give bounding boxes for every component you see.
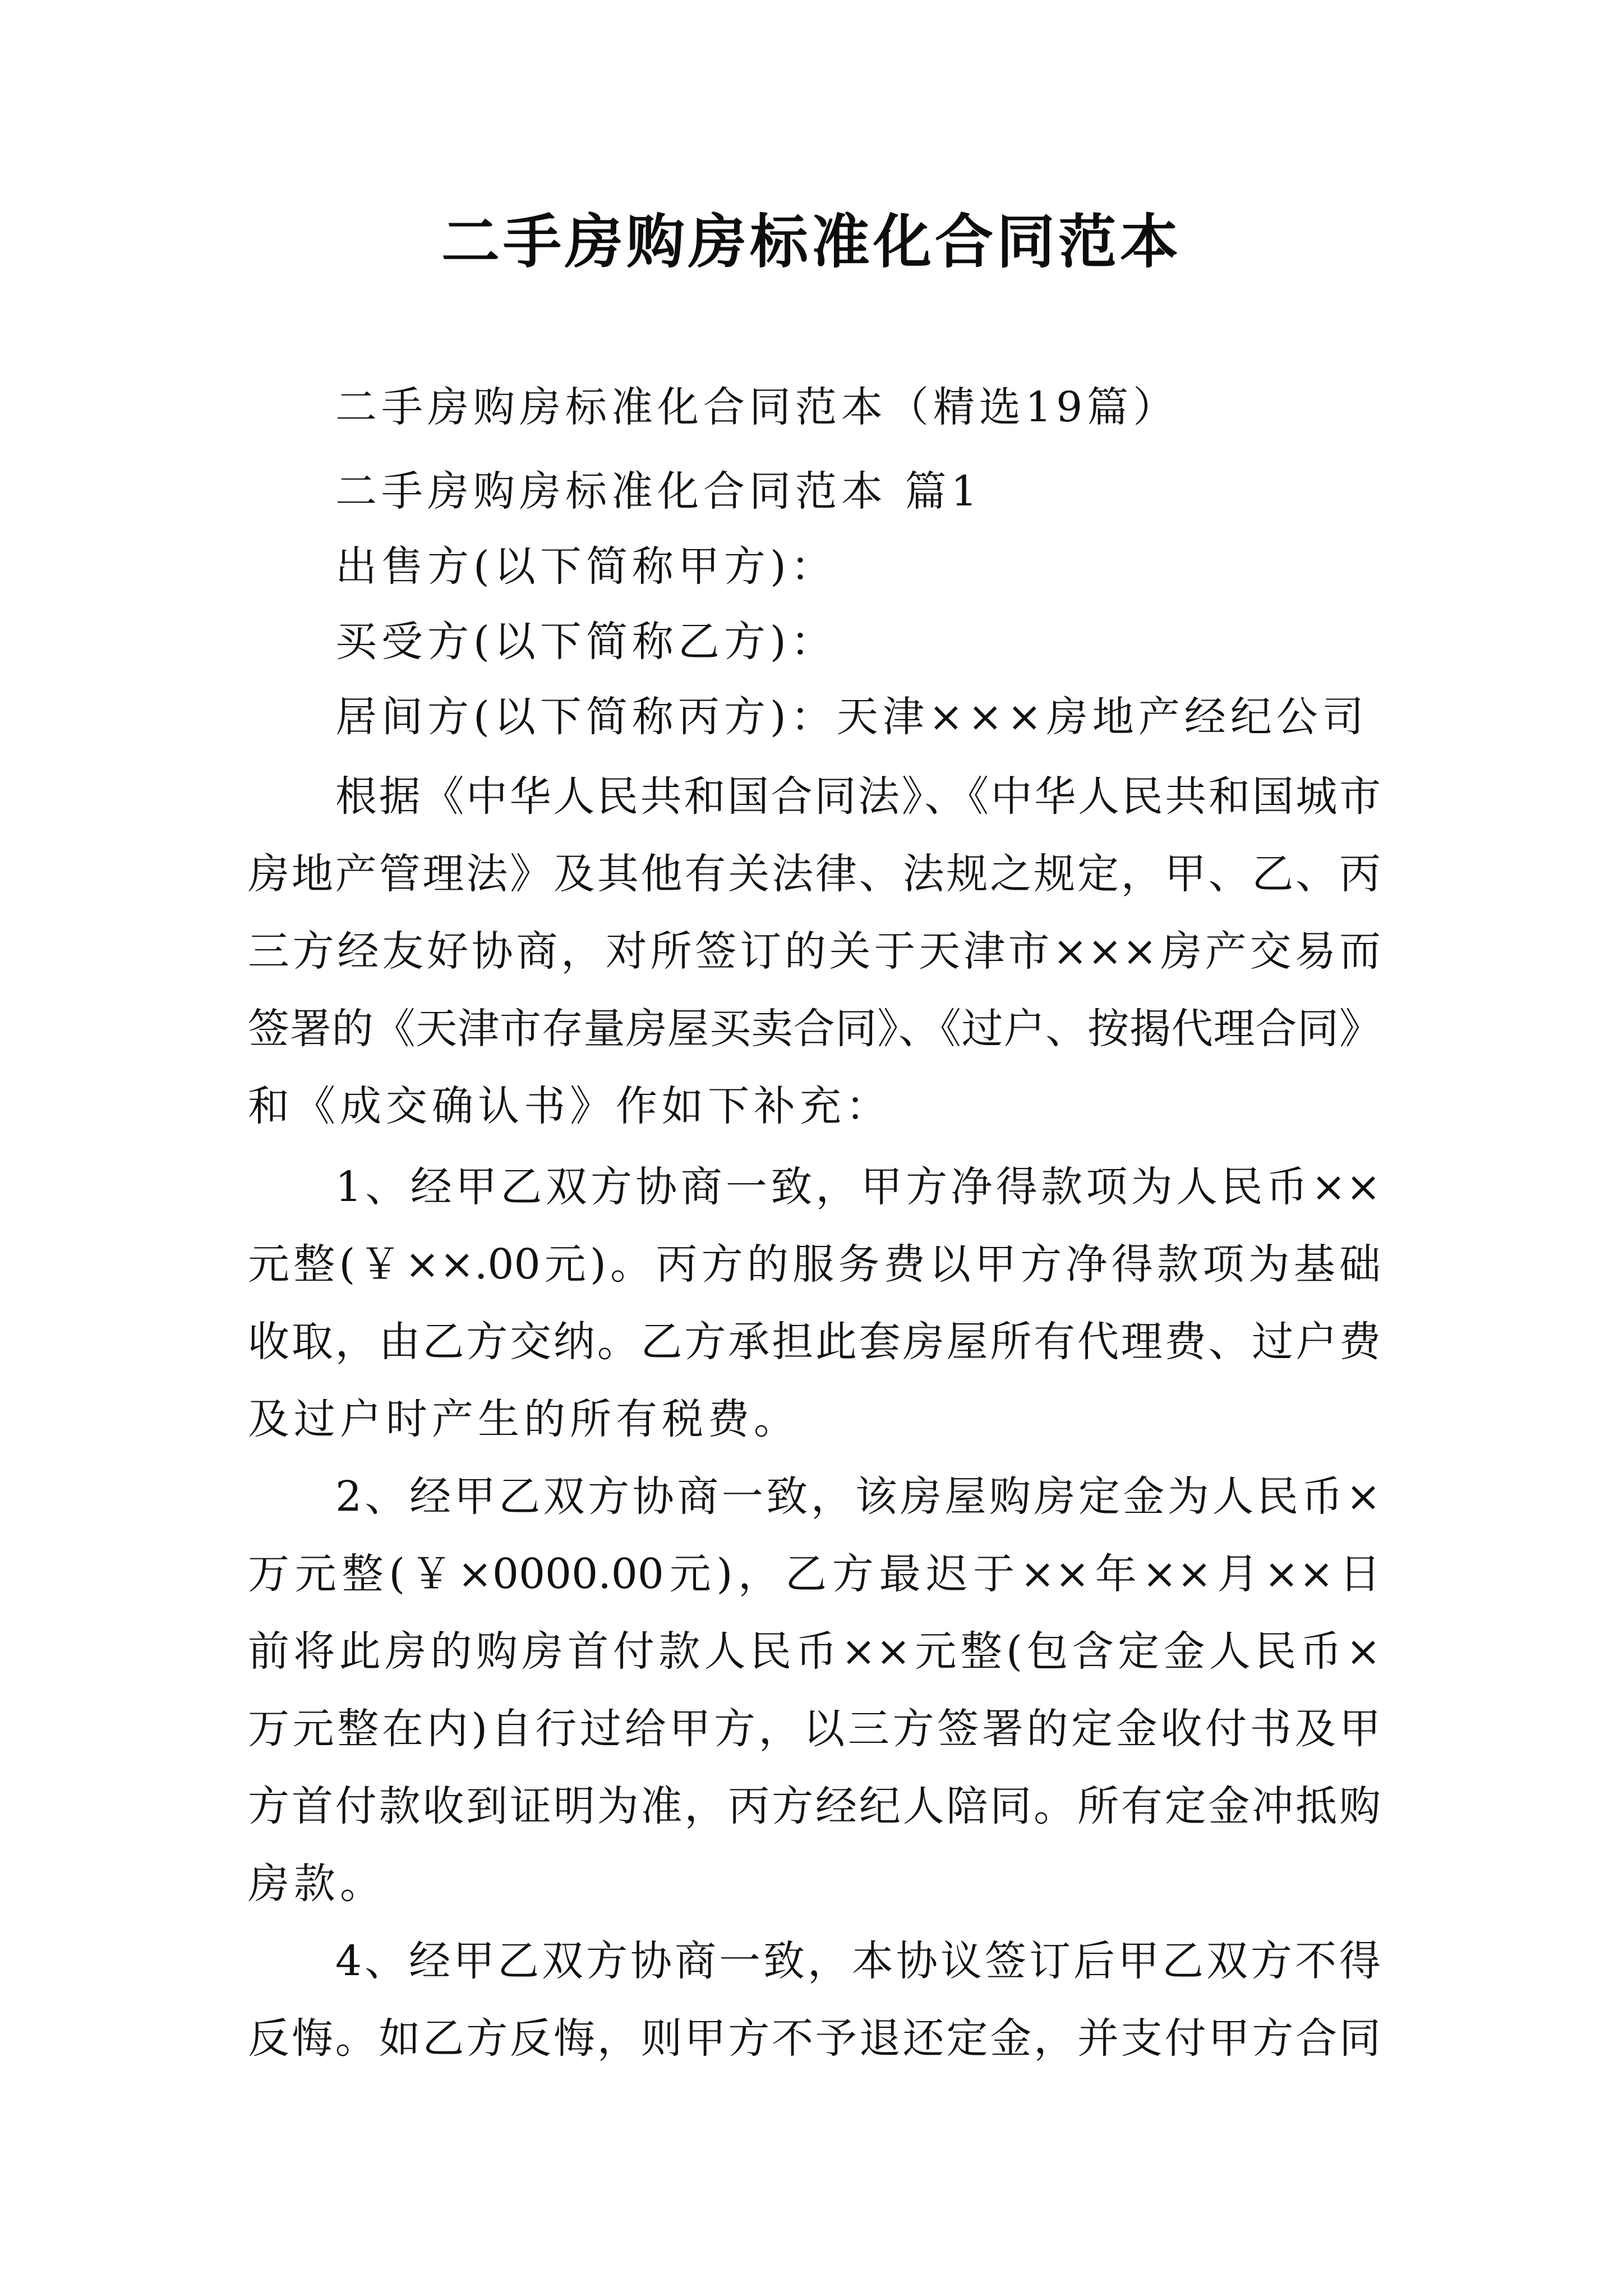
party-buyer: 买受方(以下简称乙方)： xyxy=(335,618,837,666)
clause-2-line: 万元整在内)自行过给甲方，以三方签署的定金收付书及甲 xyxy=(248,1705,1381,1753)
intro-line: 签署的《天津市存量房屋买卖合同》、《过户、按揭代理合同》 xyxy=(248,1005,1381,1053)
clause-2-line: 万元整(￥×0000.00元)，乙方最迟于××年××月××日 xyxy=(248,1550,1381,1598)
clause-4-line: 反悔。如乙方反悔，则甲方不予退还定金，并支付甲方合同 xyxy=(248,2014,1381,2063)
party-seller: 出售方(以下简称甲方)： xyxy=(335,542,837,591)
clause-2-line: 2、经甲乙双方协商一致，该房屋购房定金为人民币× xyxy=(335,1473,1381,1521)
part-heading: 二手房购房标准化合同范本 篇1 xyxy=(335,467,982,516)
party-agent: 居间方(以下简称丙方)：天津×××房地产经纪公司 xyxy=(335,693,1368,741)
intro-line: 三方经友好协商，对所签订的关于天津市×××房产交易而 xyxy=(248,927,1381,976)
intro-line: 根据《中华人民共和国合同法》、《中华人民共和国城市 xyxy=(335,772,1381,821)
clause-2-line: 房款。 xyxy=(248,1860,386,1908)
clause-1-line: 收取，由乙方交纳。乙方承担此套房屋所有代理费、过户费 xyxy=(248,1318,1381,1366)
clause-1-line: 元整(￥××.00元)。丙方的服务费以甲方净得款项为基础 xyxy=(248,1240,1381,1289)
clause-4-line: 4、经甲乙双方协商一致，本协议签订后甲乙双方不得 xyxy=(335,1937,1381,1985)
clause-1-line: 及过户时产生的所有税费。 xyxy=(248,1395,800,1443)
clause-2-line: 前将此房的购房首付款人民币××元整(包含定金人民币× xyxy=(248,1627,1381,1676)
subtitle: 二手房购房标准化合同范本（精选19篇） xyxy=(335,383,1179,431)
clause-1-line: 1、经甲乙双方协商一致，甲方净得款项为人民币×× xyxy=(335,1163,1381,1211)
intro-line: 和《成交确认书》作如下补充： xyxy=(248,1082,892,1130)
intro-line: 房地产管理法》及其他有关法律、法规之规定，甲、乙、丙 xyxy=(248,850,1381,898)
document-title: 二手房购房标准化合同范本 xyxy=(441,207,1182,276)
clause-2-line: 方首付款收到证明为准，丙方经纪人陪同。所有定金冲抵购 xyxy=(248,1782,1381,1830)
